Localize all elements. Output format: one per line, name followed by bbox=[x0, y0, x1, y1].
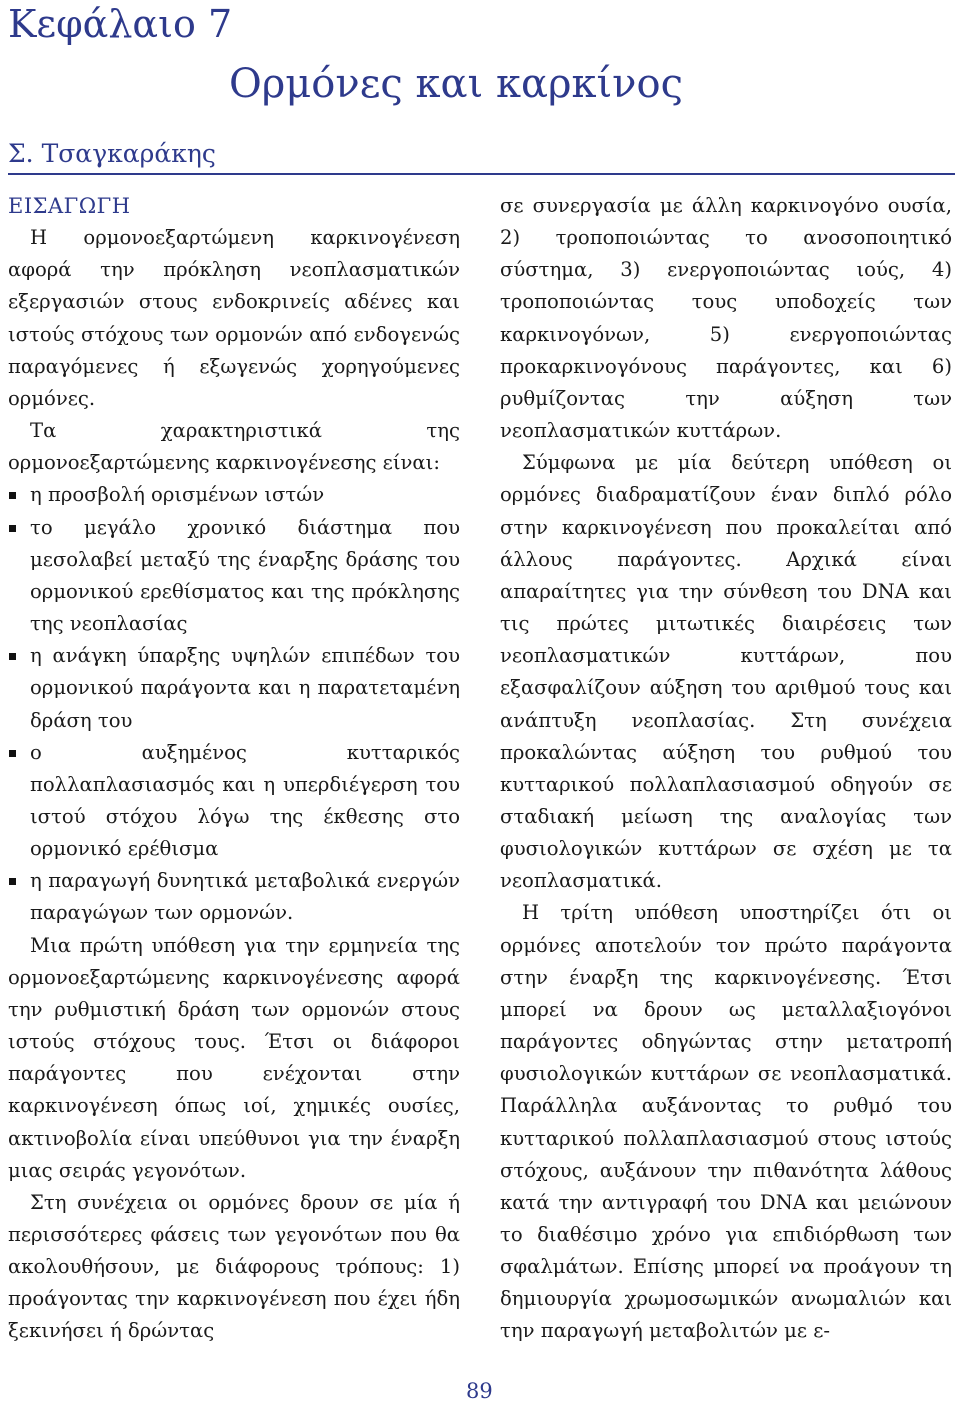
continuation-paragraph: σε συνεργασία με άλλη καρκινογόνο ουσία, 2) τροποποιώντας το ανοσοποιητικό σύστημα, 3) ενεργοποιώντας ιούς, 4) τροποποιώντας τους υποδοχείς των καρκινογόνων, 5) ενεργοποιώντας προκαρκινογόνους παράγοντες, και 6) ρυθμίζοντας την αύξηση των νεοπλασματικών κυττάρων. bbox=[500, 194, 952, 443]
list-item bbox=[8, 865, 460, 929]
chapter-title: Ορμόνες και καρκίνος bbox=[229, 61, 683, 107]
square-bullet-icon bbox=[9, 653, 16, 660]
characteristics-list bbox=[8, 479, 460, 929]
square-bullet-icon bbox=[9, 750, 16, 757]
third-hypothesis-paragraph: Η τρίτη υπόθεση υποστηρίζει ότι οι ορμόνες αποτελούν τον πρώτο παράγοντα στην έναρξη της καρκινογένεσης. Έτσι μπορεί να δρουν ως μεταλλαξιογόνοι παράγοντες οδηγώντας στην μετατροπή φυσιολογικών κυττάρων σε νεοπλασματικά. Παράλληλα αυξάνοντας το ρυθμό του κυτταρικού πολλαπλασιασμού στους ιστούς στόχους, αυξάνουν την πιθανότητα λάθους κατά την αντιγραφή του DNA και μειώνουν το διαθέσιμο χρόνο για επιδιόρθωση των σφαλμάτων. Επίσης μπορεί να προάγουν τη δημιουργία χρωμοσωμικών ανωμαλιών και την παραγωγή μεταβολιτών με ε- bbox=[500, 901, 952, 1343]
first-hypothesis-paragraph: Μια πρώτη υπόθεση για την ερμηνεία της ορμονοεξαρτώμενης καρκινογένεσης αφορά την ρυθμιστική δράση των ορμονών στους ιστούς στόχους τους. Έτσι οι διάφοροι παράγοντες που ενέχονται στην καρκινογένεση όπως ιοί, χημικές ουσίες, ακτινοβολία είναι υπεύθυνοι για την έναρξη μιας σειράς γεγονότων. bbox=[8, 933, 460, 1182]
characteristics-intro: Τα χαρακτηριστικά της ορμονοεξαρτώμενης καρκινογένεσης είναι: bbox=[8, 419, 460, 475]
list-item bbox=[8, 640, 460, 736]
left-column bbox=[8, 190, 460, 1348]
square-bullet-icon bbox=[9, 525, 16, 532]
list-item-text: ο αυξημένος κυτταρικός πολλαπλασιασμός και η υπερδιέγερση του ιστού στόχου λόγω της έκθεσης στο ορμονικό ερέθισμα bbox=[30, 740, 460, 861]
author-name: Σ. Τσαγκαράκης bbox=[8, 139, 216, 168]
list-item-text: το μεγάλο χρονικό διάστημα που μεσολαβεί μεταξύ της έναρξης δράσης του ορμονικού ερεθίσματος και της πρόκλησης της νεοπλασίας bbox=[30, 515, 460, 636]
square-bullet-icon bbox=[9, 492, 16, 499]
chapter-label: Κεφάλαιο 7 bbox=[8, 2, 233, 46]
second-hypothesis-paragraph: Σύμφωνα με μία δεύτερη υπόθεση οι ορμόνες διαδραματίζουν έναν διπλό ρόλο στην καρκινογένεση που προκαλείται από άλλους παράγοντες. Αρχικά είναι απαραίτητες για την σύνθεση του DNA και τις πρώτες μιτωτικές διαιρέσεις των νεοπλασματικών κυττάρων, που εξασφαλίζουν αύξηση του αριθμού τους και ανάπτυξη νεοπλασίας. Στη συνέχεια προκαλώντας αύξηση του ρυθμού του κυτταρικού πολλαπλασιασμού οδηγούν σε σταδιακή μείωση της αναλογίας των φυσιολογικών κυττάρων σε σχέση με τα νεοπλασματικά. bbox=[500, 451, 952, 893]
list-item-text: η ανάγκη ύπαρξης υψηλών επιπέδων του ορμονικού παράγοντα και η παρατεταμένη δράση του bbox=[30, 644, 460, 732]
list-item-text: η παραγωγή δυνητικά μεταβολικά ενεργών παραγώγων των ορμονών. bbox=[30, 869, 460, 925]
list-item bbox=[8, 737, 460, 866]
list-item-text: η προσβολή ορισμένων ιστών bbox=[30, 483, 325, 507]
list-item bbox=[8, 479, 460, 511]
phases-paragraph: Στη συνέχεια οι ορμόνες δρουν σε μία ή περισσότερες φάσεις των γεγονότων που θα ακολουθήσουν, με διάφορους τρόπους: 1) προάγοντας την καρκινογένεση που έχει ήδη ξεκινήσει ή δρώντας bbox=[8, 1190, 460, 1343]
page-number: 89 bbox=[466, 1379, 493, 1403]
header-divider bbox=[8, 173, 955, 175]
square-bullet-icon bbox=[9, 878, 16, 885]
right-column bbox=[500, 190, 952, 1348]
intro-paragraph: Η ορμονοεξαρτώμενη καρκινογένεση αφορά την πρόκληση νεοπλασματικών εξεργασιών στους ενδοκρινείς αδένες και ιστούς στόχους των ορμονών από ενδογενώς παραγόμενες ή εξωγενώς χορηγούμενες ορμόνες. bbox=[8, 226, 460, 410]
section-heading: ΕΙΣΑΓΩΓΗ bbox=[8, 194, 131, 218]
list-item bbox=[8, 512, 460, 641]
